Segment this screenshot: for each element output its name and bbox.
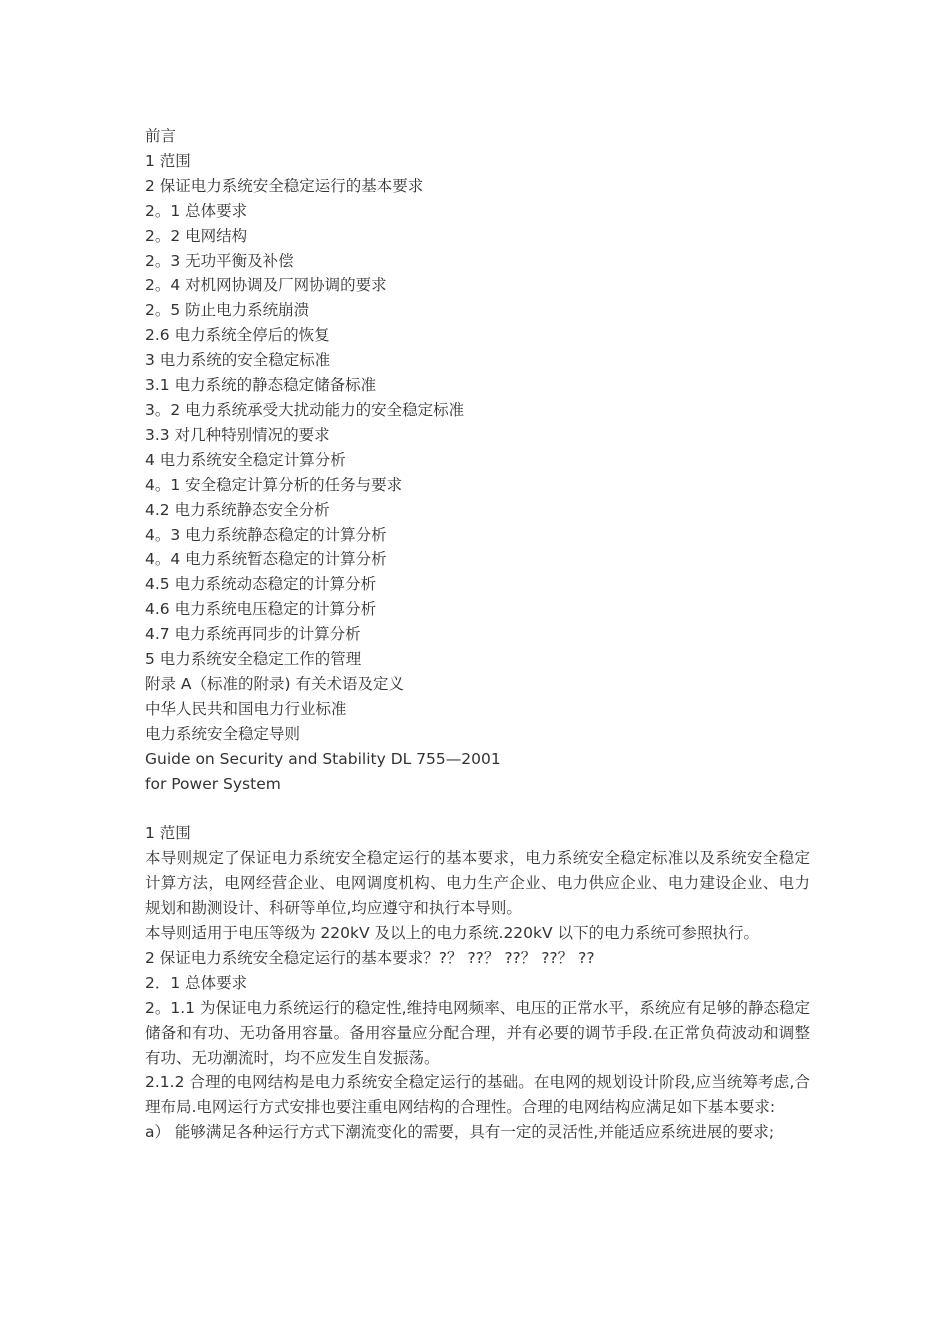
paragraph: 2。1.1 为保证电力系统运行的稳定性,维持电网频率、电压的正常水平，系统应有足够的静态稳定储备和有功、无功备用容量。备用容量应分配合理，并有必要的调节手段.在正常负荷波动和调整有功、无功潮流时，均不应发生自发振荡。 <box>145 998 810 1067</box>
subsection-heading: 2．1 总体要求 <box>145 973 248 992</box>
standard-title-line: 电力系统安全稳定导则 <box>145 724 301 743</box>
toc-line: 1 范围 <box>145 151 191 170</box>
toc-line: 3.1 电力系统的静态稳定储备标准 <box>145 376 377 395</box>
toc-line: 附录 A（标准的附录) 有关术语及定义 <box>145 674 405 693</box>
table-of-contents <box>145 124 810 796</box>
paragraph: 本导则适用于电压等级为 220kV 及以上的电力系统.220kV 以下的电力系统可参照执行。 <box>145 923 760 942</box>
toc-line: 3。2 电力系统承受大扰动能力的安全稳定标准 <box>145 400 465 419</box>
toc-line: 4 电力系统安全稳定计算分析 <box>145 450 346 469</box>
toc-line: 2。1 总体要求 <box>145 201 248 220</box>
english-title-line: for Power System <box>145 774 281 793</box>
blank-line <box>145 796 810 821</box>
paragraph: 2.1.2 合理的电网结构是电力系统安全稳定运行的基础。在电网的规划设计阶段,应当统筹考虑,合理布局.电网运行方式安排也要注重电网结构的合理性。合理的电网结构应满足如下基本要求: <box>145 1073 810 1117</box>
toc-line: 2 保证电力系统安全稳定运行的基本要求 <box>145 176 424 195</box>
document-page <box>145 124 810 1145</box>
paragraph: 本导则规定了保证电力系统安全稳定运行的基本要求，电力系统安全稳定标准以及系统安全稳定计算方法，电网经营企业、电网调度机构、电力生产企业、电力供应企业、电力建设企业、电力规划和勘测设计、科研等单位,均应遵守和执行本导则。 <box>145 849 810 918</box>
toc-line: 2。3 无功平衡及补偿 <box>145 251 294 270</box>
toc-line: 5 电力系统安全稳定工作的管理 <box>145 650 362 669</box>
toc-line: 前言 <box>145 127 177 145</box>
toc-line: 2。4 对机网协调及厂网协调的要求 <box>145 276 387 295</box>
toc-line: 4。4 电力系统暂态稳定的计算分析 <box>145 550 387 569</box>
english-title-line: Guide on Security and Stability DL 755—2001 <box>145 749 501 768</box>
list-item: a） 能够满足各种运行方式下潮流变化的需要，具有一定的灵活性,并能适应系统进展的要求; <box>145 1123 775 1142</box>
toc-line: 2.6 电力系统全停后的恢复 <box>145 326 330 345</box>
toc-line: 4.2 电力系统静态安全分析 <box>145 500 330 519</box>
toc-line: 2。2 电网结构 <box>145 226 248 245</box>
standard-org-line: 中华人民共和国电力行业标准 <box>145 699 347 718</box>
document-body <box>145 821 810 1145</box>
toc-line: 3.3 对几种特别情况的要求 <box>145 425 330 444</box>
section-heading: 1 范围 <box>145 824 191 843</box>
toc-line: 4.5 电力系统动态稳定的计算分析 <box>145 575 377 594</box>
toc-line: 4.6 电力系统电压稳定的计算分析 <box>145 600 377 619</box>
section-heading: 2 保证电力系统安全稳定运行的基本要求？?？ ??？ ??？ ??？ ?? <box>145 948 595 967</box>
toc-line: 4。1 安全稳定计算分析的任务与要求 <box>145 475 403 494</box>
toc-line: 2。5 防止电力系统崩溃 <box>145 301 310 320</box>
toc-line: 4.7 电力系统再同步的计算分析 <box>145 625 361 644</box>
toc-line: 3 电力系统的安全稳定标准 <box>145 351 331 370</box>
toc-line: 4。3 电力系统静态稳定的计算分析 <box>145 525 387 544</box>
